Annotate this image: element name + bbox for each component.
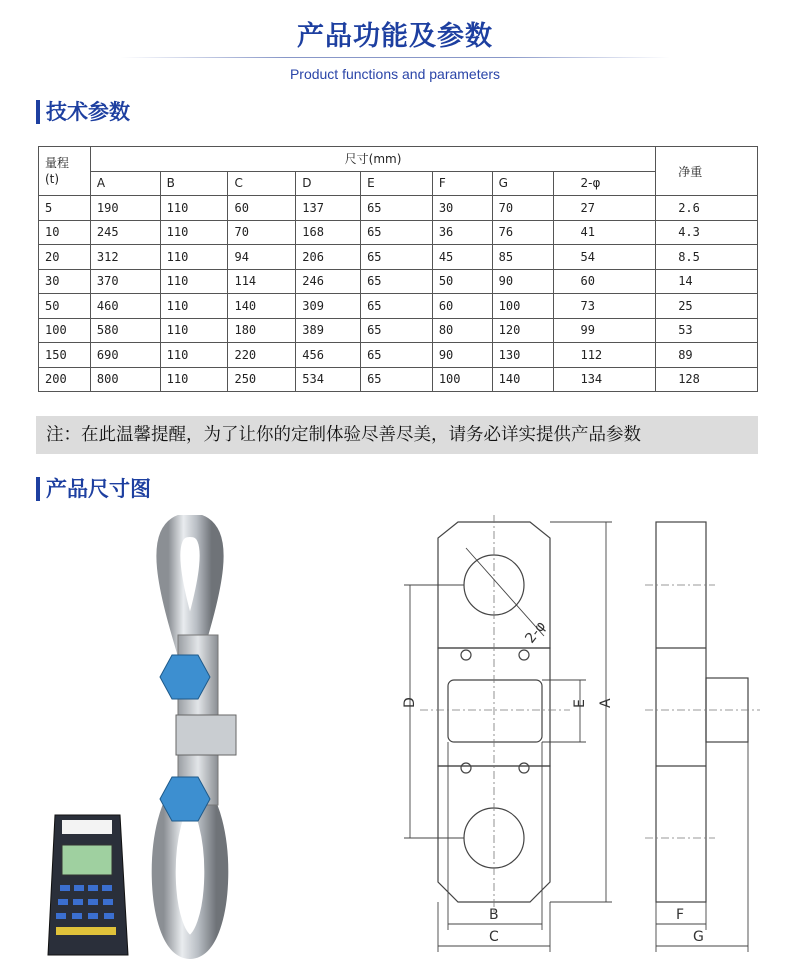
size-cell: 27 [554, 196, 656, 221]
size-cell: 45 [432, 245, 492, 270]
table-row [39, 196, 758, 221]
size-cell: 206 [296, 245, 361, 270]
size-cell: 114 [228, 269, 296, 294]
col-header: C [228, 171, 296, 196]
center-window [448, 680, 542, 742]
table-subheader-row [39, 171, 758, 196]
lcd-screen-icon [62, 845, 112, 875]
weight-cell: 89 [656, 343, 758, 368]
size-cell: 140 [492, 367, 554, 392]
section-heading-tech-params [36, 98, 130, 126]
size-cell: 110 [160, 294, 228, 319]
size-cell: 60 [432, 294, 492, 319]
size-header: 尺寸(mm) [90, 147, 655, 172]
size-cell: 800 [90, 367, 160, 392]
range-cell: 30 [39, 269, 91, 294]
dim-label-e: E [572, 699, 588, 708]
size-cell: 309 [296, 294, 361, 319]
size-cell: 76 [492, 220, 554, 245]
col-header: F [432, 171, 492, 196]
size-cell: 534 [296, 367, 361, 392]
size-cell: 690 [90, 343, 160, 368]
range-cell: 20 [39, 245, 91, 270]
size-cell: 65 [361, 196, 433, 221]
size-cell: 180 [228, 318, 296, 343]
size-cell: 110 [160, 196, 228, 221]
size-cell: 60 [228, 196, 296, 221]
title-divider [120, 57, 670, 58]
table-row [39, 318, 758, 343]
size-cell: 65 [361, 220, 433, 245]
size-cell: 60 [554, 269, 656, 294]
size-cell: 73 [554, 294, 656, 319]
size-cell: 110 [160, 269, 228, 294]
size-cell: 389 [296, 318, 361, 343]
product-photo [40, 515, 290, 960]
size-cell: 460 [90, 294, 160, 319]
dim-label-c: C [489, 929, 499, 945]
handheld-display [48, 815, 128, 955]
size-cell: 90 [492, 269, 554, 294]
table-row [39, 294, 758, 319]
size-cell: 65 [361, 245, 433, 270]
size-cell: 100 [492, 294, 554, 319]
size-cell: 110 [160, 343, 228, 368]
printer-paper-icon [62, 820, 112, 834]
heading-accent-bar [36, 100, 40, 124]
size-cell: 90 [432, 343, 492, 368]
dim-label-phi: 2-φ [522, 618, 550, 647]
range-cell: 5 [39, 196, 91, 221]
size-cell: 130 [492, 343, 554, 368]
weight-header: 净重 [656, 147, 758, 196]
table-row [39, 343, 758, 368]
size-cell: 168 [296, 220, 361, 245]
size-cell: 140 [228, 294, 296, 319]
range-header [39, 147, 91, 196]
dim-label-f: F [676, 907, 685, 923]
dimension-drawing [390, 515, 770, 960]
weight-cell: 128 [656, 367, 758, 392]
size-cell: 250 [228, 367, 296, 392]
size-cell: 65 [361, 367, 433, 392]
section-heading-label: 产品尺寸图 [46, 477, 151, 501]
size-cell: 70 [228, 220, 296, 245]
size-cell: 70 [492, 196, 554, 221]
dim-label-g: G [693, 929, 704, 945]
weight-cell: 53 [656, 318, 758, 343]
table-row [39, 269, 758, 294]
range-header-label: 量程 [45, 156, 70, 170]
weight-cell: 14 [656, 269, 758, 294]
size-cell: 370 [90, 269, 160, 294]
size-cell: 110 [160, 220, 228, 245]
range-cell: 50 [39, 294, 91, 319]
size-cell: 110 [160, 245, 228, 270]
dim-label-b: B [489, 907, 499, 923]
size-cell: 245 [90, 220, 160, 245]
col-header: B [160, 171, 228, 196]
plate-bottom-outline [438, 766, 550, 902]
dim-label-d: D [402, 697, 418, 708]
page-title: 产品功能及参数 [297, 21, 493, 52]
table-header-row [39, 147, 758, 172]
col-header: D [296, 171, 361, 196]
size-cell: 220 [228, 343, 296, 368]
range-header-unit: (t) [45, 172, 60, 186]
size-cell: 36 [432, 220, 492, 245]
keypad-strip [56, 927, 116, 935]
size-cell: 94 [228, 245, 296, 270]
col-header: G [492, 171, 554, 196]
size-cell: 100 [432, 367, 492, 392]
size-cell: 110 [160, 318, 228, 343]
weight-cell: 4.3 [656, 220, 758, 245]
col-header: A [90, 171, 160, 196]
range-cell: 100 [39, 318, 91, 343]
size-cell: 312 [90, 245, 160, 270]
heading-accent-bar [36, 477, 40, 501]
size-cell: 246 [296, 269, 361, 294]
size-cell: 30 [432, 196, 492, 221]
side-view-outline [656, 522, 706, 902]
weight-cell: 2.6 [656, 196, 758, 221]
size-cell: 99 [554, 318, 656, 343]
size-cell: 137 [296, 196, 361, 221]
range-cell: 10 [39, 220, 91, 245]
size-cell: 65 [361, 318, 433, 343]
size-cell: 580 [90, 318, 160, 343]
size-cell: 120 [492, 318, 554, 343]
load-cell-label-plate [176, 715, 236, 755]
size-cell: 134 [554, 367, 656, 392]
reminder-note: 注：在此温馨提醒，为了让你的定制体验尽善尽美，请务必详实提供产品参数 [36, 416, 758, 454]
range-cell: 150 [39, 343, 91, 368]
weight-cell: 25 [656, 294, 758, 319]
size-cell: 190 [90, 196, 160, 221]
size-cell: 50 [432, 269, 492, 294]
size-cell: 80 [432, 318, 492, 343]
size-cell: 41 [554, 220, 656, 245]
size-cell: 65 [361, 294, 433, 319]
size-cell: 65 [361, 343, 433, 368]
dim-label-a: A [598, 698, 614, 708]
table-row [39, 220, 758, 245]
spec-table [38, 146, 758, 392]
size-cell: 85 [492, 245, 554, 270]
page-subtitle: Product functions and parameters [289, 66, 501, 82]
size-cell: 65 [361, 269, 433, 294]
col-header: 2-φ [554, 171, 656, 196]
weight-cell: 8.5 [656, 245, 758, 270]
section-heading-dimension-drawing [36, 475, 151, 503]
section-heading-label: 技术参数 [46, 100, 130, 124]
size-cell: 456 [296, 343, 361, 368]
size-cell: 112 [554, 343, 656, 368]
size-cell: 110 [160, 367, 228, 392]
col-header: E [361, 171, 433, 196]
size-cell: 54 [554, 245, 656, 270]
table-row [39, 367, 758, 392]
table-row [39, 245, 758, 270]
range-cell: 200 [39, 367, 91, 392]
